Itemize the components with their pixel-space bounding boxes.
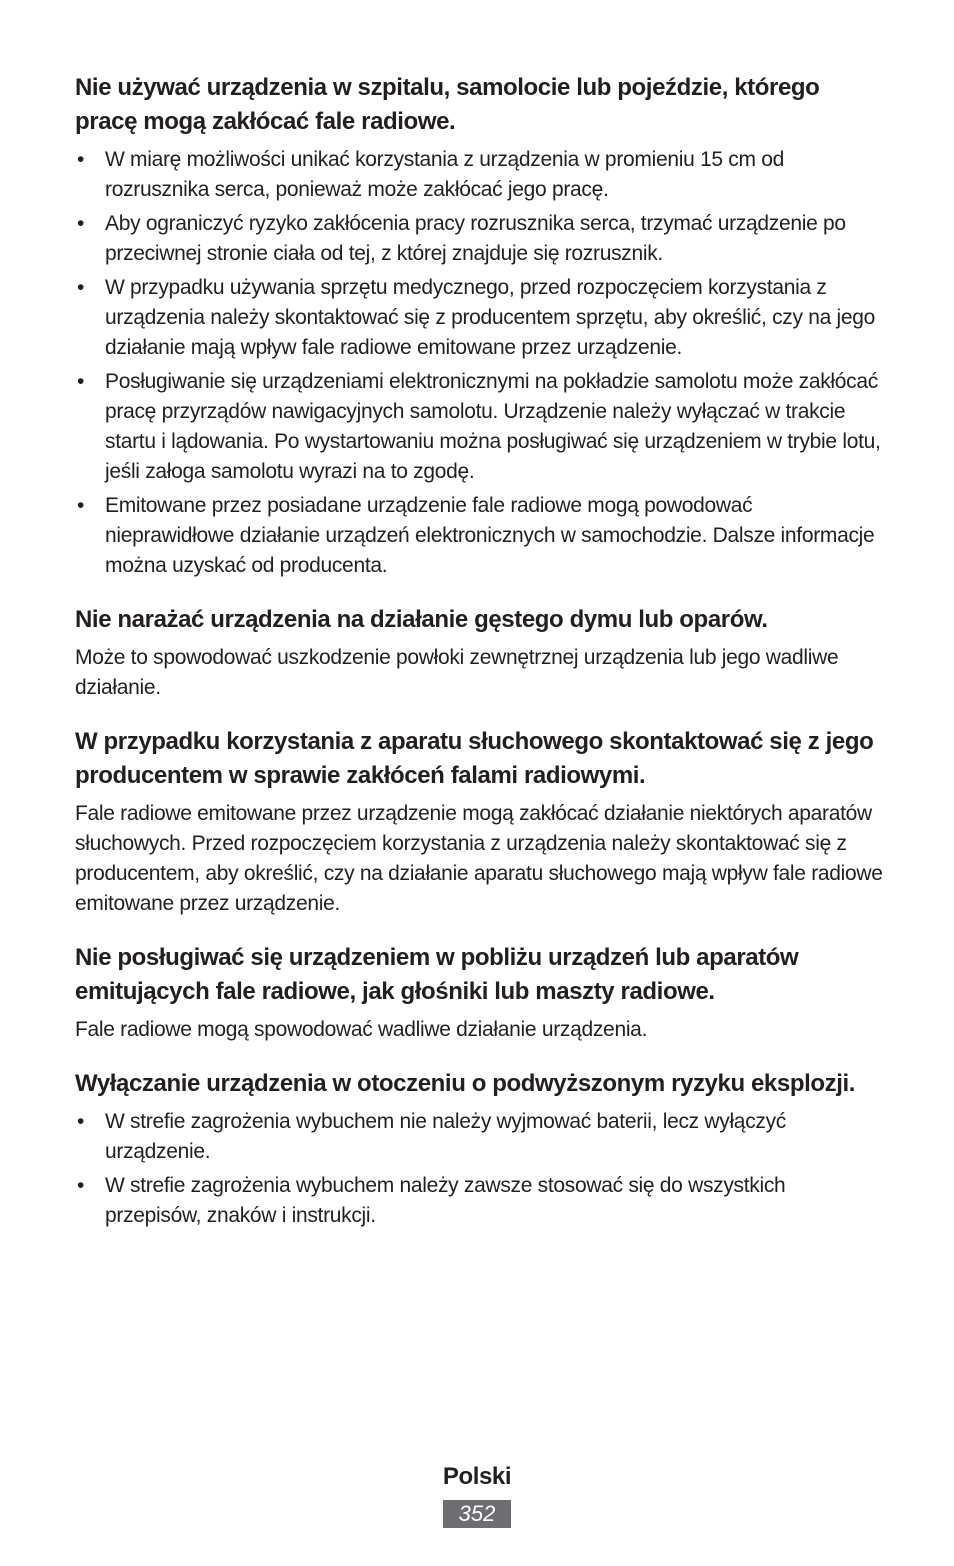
list-item-text: Aby ograniczyć ryzyko zakłócenia pracy rozrusznika serca, trzymać urządzenie po przeciwnej stronie ciała od tej, z której znajduje się rozrusznik. xyxy=(105,212,846,265)
bullet-icon: • xyxy=(77,148,85,171)
list-item xyxy=(75,273,883,363)
list-item xyxy=(75,1171,883,1231)
list-item xyxy=(75,145,883,205)
section-heading: Nie używać urządzenia w szpitalu, samolocie lub pojeździe, którego pracę mogą zakłócać fale radiowe. xyxy=(75,74,820,135)
list-item-text: W strefie zagrożenia wybuchem należy zawsze stosować się do wszystkich przepisów, znaków i instrukcji. xyxy=(105,1174,786,1227)
section-heading: Nie narażać urządzenia na działanie gęstego dymu lub oparów. xyxy=(75,606,768,633)
section-heading: Wyłączanie urządzenia w otoczeniu o podwyższonym ryzyku eksplozji. xyxy=(75,1070,856,1097)
section-radio-devices xyxy=(75,941,883,1045)
list-item-text: W miarę możliwości unikać korzystania z urządzenia w promieniu 15 cm od rozrusznika serca, ponieważ może zakłócać jego pracę. xyxy=(105,148,784,201)
section-heading: W przypadku korzystania z aparatu słuchowego skontaktować się z jego producentem w sprawie zakłóceń falami radiowymi. xyxy=(75,728,874,789)
list-item-text: W strefie zagrożenia wybuchem nie należy wyjmować baterii, lecz wyłączyć urządzenie. xyxy=(105,1110,786,1163)
page-footer xyxy=(0,1460,954,1528)
bullet-icon: • xyxy=(77,370,85,393)
bullet-icon: • xyxy=(77,1110,85,1133)
bullet-icon: • xyxy=(77,276,85,299)
list-item xyxy=(75,209,883,269)
list-item-text: W przypadku używania sprzętu medycznego, przed rozpoczęciem korzystania z urządzenia należy skontaktować się z producentem sprzętu, aby określić, czy na jego działanie mają wpływ fale radiowe emitowane przez urządzenie. xyxy=(105,276,876,359)
page-number-badge: 352 xyxy=(443,1500,511,1528)
section-heading: Nie posługiwać się urządzeniem w pobliżu urządzeń lub aparatów emitujących fale radiowe, jak głośniki lub maszty radiowe. xyxy=(75,944,799,1005)
section-body: Może to spowodować uszkodzenie powłoki zewnętrznej urządzenia lub jego wadliwe działanie. xyxy=(75,646,839,699)
list-item xyxy=(75,1107,883,1167)
footer-language: Polski xyxy=(442,1463,512,1490)
section-body: Fale radiowe emitowane przez urządzenie mogą zakłócać działanie niektórych aparatów słuchowych. Przed rozpoczęciem korzystania z urządzenia należy skontaktować się z producentem, aby określić, czy na działanie aparatu słuchowego mają wpływ fale radiowe emitowane przez urządzenie. xyxy=(75,802,883,915)
list-item xyxy=(75,491,883,581)
bullet-list xyxy=(75,1107,883,1231)
page-content xyxy=(75,71,883,1235)
list-item xyxy=(75,367,883,487)
bullet-icon: • xyxy=(77,212,85,235)
list-item-text: Emitowane przez posiadane urządzenie fale radiowe mogą powodować nieprawidłowe działanie urządzeń elektronicznych w samochodzie. Dalsze informacje można uzyskać od producenta. xyxy=(105,494,875,577)
bullet-icon: • xyxy=(77,1174,85,1197)
bullet-icon: • xyxy=(77,494,85,517)
section-smoke xyxy=(75,603,883,703)
list-item-text: Posługiwanie się urządzeniami elektronicznymi na pokładzie samolotu może zakłócać pracę przyrządów nawigacyjnych samolotu. Urządzenie należy wyłączać w trakcie startu i lądowania. Po wystartowaniu można posługiwać się urządzeniem w trybie lotu, jeśli załoga samolotu wyrazi na to zgodę. xyxy=(105,370,881,483)
section-hearing-aid xyxy=(75,725,883,919)
section-radio-interference xyxy=(75,71,883,581)
section-body: Fale radiowe mogą spowodować wadliwe działanie urządzenia. xyxy=(75,1018,648,1041)
section-explosion-risk xyxy=(75,1067,883,1231)
bullet-list xyxy=(75,145,883,581)
